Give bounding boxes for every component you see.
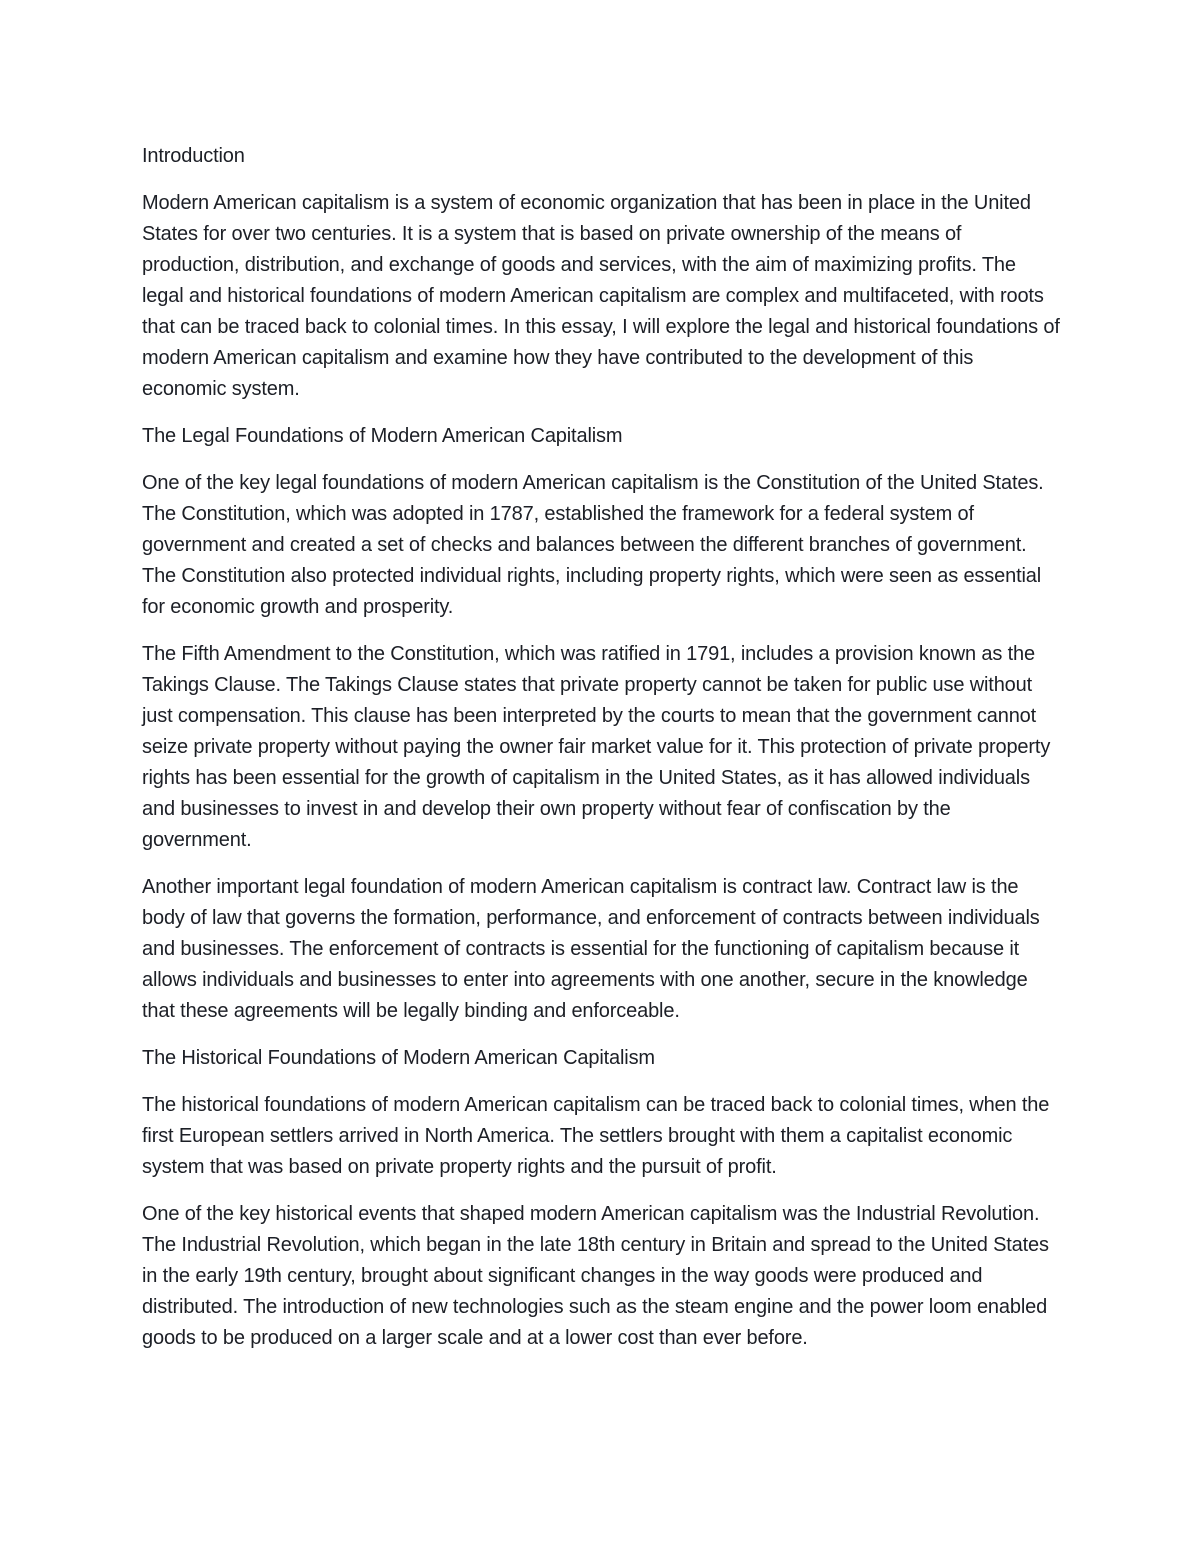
colonial-times-paragraph: The historical foundations of modern American capitalism can be traced back to colonial times, when the first European settlers arrived in North America. The settlers brought with them a capitalist economic system that was based on private property rights and the pursuit of profit. [142,1094,1050,1178]
industrial-revolution-paragraph: One of the key historical events that shaped modern American capitalism was the Industrial Revolution. The Industrial Revolution, which began in the late 18th century in Britain and spread to the United States in the early 19th century, brought about significant changes in the way goods were produced and distributed. The introduction of new technologies such as the steam engine and the power loom enabled goods to be produced on a larger scale and at a lower cost than ever before. [142,1203,1049,1349]
contract-law-paragraph: Another important legal foundation of modern American capitalism is contract law. Contract law is the body of law that governs the formation, performance, and enforcement of contracts between individuals and businesses. The enforcement of contracts is essential for the functioning of capitalism because it allows individuals and businesses to enter into agreements with one another, secure in the knowledge that these agreements will be legally binding and enforceable. [142,876,1040,1022]
constitution-paragraph: One of the key legal foundations of modern American capitalism is the Constitution of the United States. The Constitution, which was adopted in 1787, established the framework for a federal system of government and created a set of checks and balances between the different branches of government. The Constitution also protected individual rights, including property rights, which were seen as essential for economic growth and prosperity. [142,472,1044,618]
fifth-amendment-paragraph: The Fifth Amendment to the Constitution, which was ratified in 1791, includes a provision known as the Takings Clause. The Takings Clause states that private property cannot be taken for public use without just compensation. This clause has been interpreted by the courts to mean that the government cannot seize private property without paying the owner fair market value for it. This protection of private property rights has been essential for the growth of capitalism in the United States, as it has allowed individuals and businesses to invest in and develop their own property without fear of confiscation by the government. [142,643,1051,851]
introduction-paragraph: Modern American capitalism is a system of economic organization that has been in place in the United States for over two centuries. It is a system that is based on private ownership of the means of production, distribution, and exchange of goods and services, with the aim of maximizing profits. The legal and historical foundations of modern American capitalism are complex and multifaceted, with roots that can be traced back to colonial times. In this essay, I will explore the legal and historical foundations of modern American capitalism and examine how they have contributed to the development of this economic system. [142,192,1060,400]
section-heading-legal-foundations: The Legal Foundations of Modern American Capitalism [142,425,623,447]
section-heading-historical-foundations: The Historical Foundations of Modern American Capitalism [142,1047,655,1069]
section-heading-introduction: Introduction [142,145,245,167]
document-body [142,141,1062,1370]
